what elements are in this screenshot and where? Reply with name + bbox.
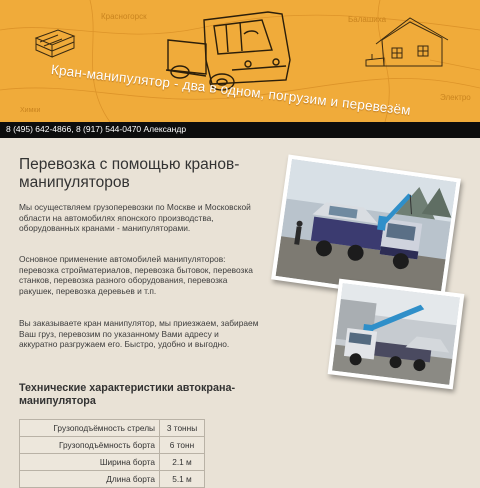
process-paragraph: Вы заказываете кран манипулятор, мы приезжаем, забираем Ваш груз, перевозим по указанному Вами адресу и аккуратно разгружаем его. Быстро, удобно и выгодно. — [19, 318, 259, 350]
map-label: Балашиха — [348, 15, 387, 24]
spec-value: 6 тонн — [160, 437, 205, 454]
header-slogan: Кран-манипулятор - два в одном, погрузим и перевезём — [50, 62, 412, 118]
table-row — [20, 454, 205, 471]
table-row — [20, 420, 205, 437]
intro-paragraph: Мы осуществляем грузоперевозки по Москве и Московской области на автомобилях японского производства, оборудованных кранами - манипуляторами. — [19, 202, 251, 234]
header-banner — [0, 0, 480, 122]
spec-label: Грузоподъёмность борта — [20, 437, 160, 454]
spec-label: Длина борта — [20, 471, 160, 488]
specs-table — [19, 419, 205, 488]
specs-heading: Технические характеристики автокрана-манипулятора — [19, 382, 236, 407]
spec-value: 3 тонны — [160, 420, 205, 437]
spec-label: Ширина борта — [20, 454, 160, 471]
contact-phones: 8 (495) 642-4866, 8 (917) 544-0470 Александр — [6, 124, 187, 134]
truck-photo-small — [328, 279, 465, 390]
spec-label: Грузоподъёмность стрелы — [20, 420, 160, 437]
table-row — [20, 437, 205, 454]
map-label: Электро — [440, 93, 471, 102]
page-title: Перевозка с помощью кранов-манипуляторов — [19, 156, 240, 191]
spec-value: 2.1 м — [160, 454, 205, 471]
table-row — [20, 471, 205, 488]
map-label: Химки — [20, 107, 41, 114]
contact-strip — [0, 122, 480, 138]
usage-paragraph: Основное применение автомобилей манипуляторов: перевозка стройматериалов, перевозка бытовок, перевозка станков, перевозка разного оборудования, перевозка ракушек, перевозка деревьев и т.п. — [19, 254, 253, 296]
map-label: Красногорск — [101, 12, 147, 21]
bricks-sketch — [36, 30, 74, 57]
spec-value: 5.1 м — [160, 471, 205, 488]
